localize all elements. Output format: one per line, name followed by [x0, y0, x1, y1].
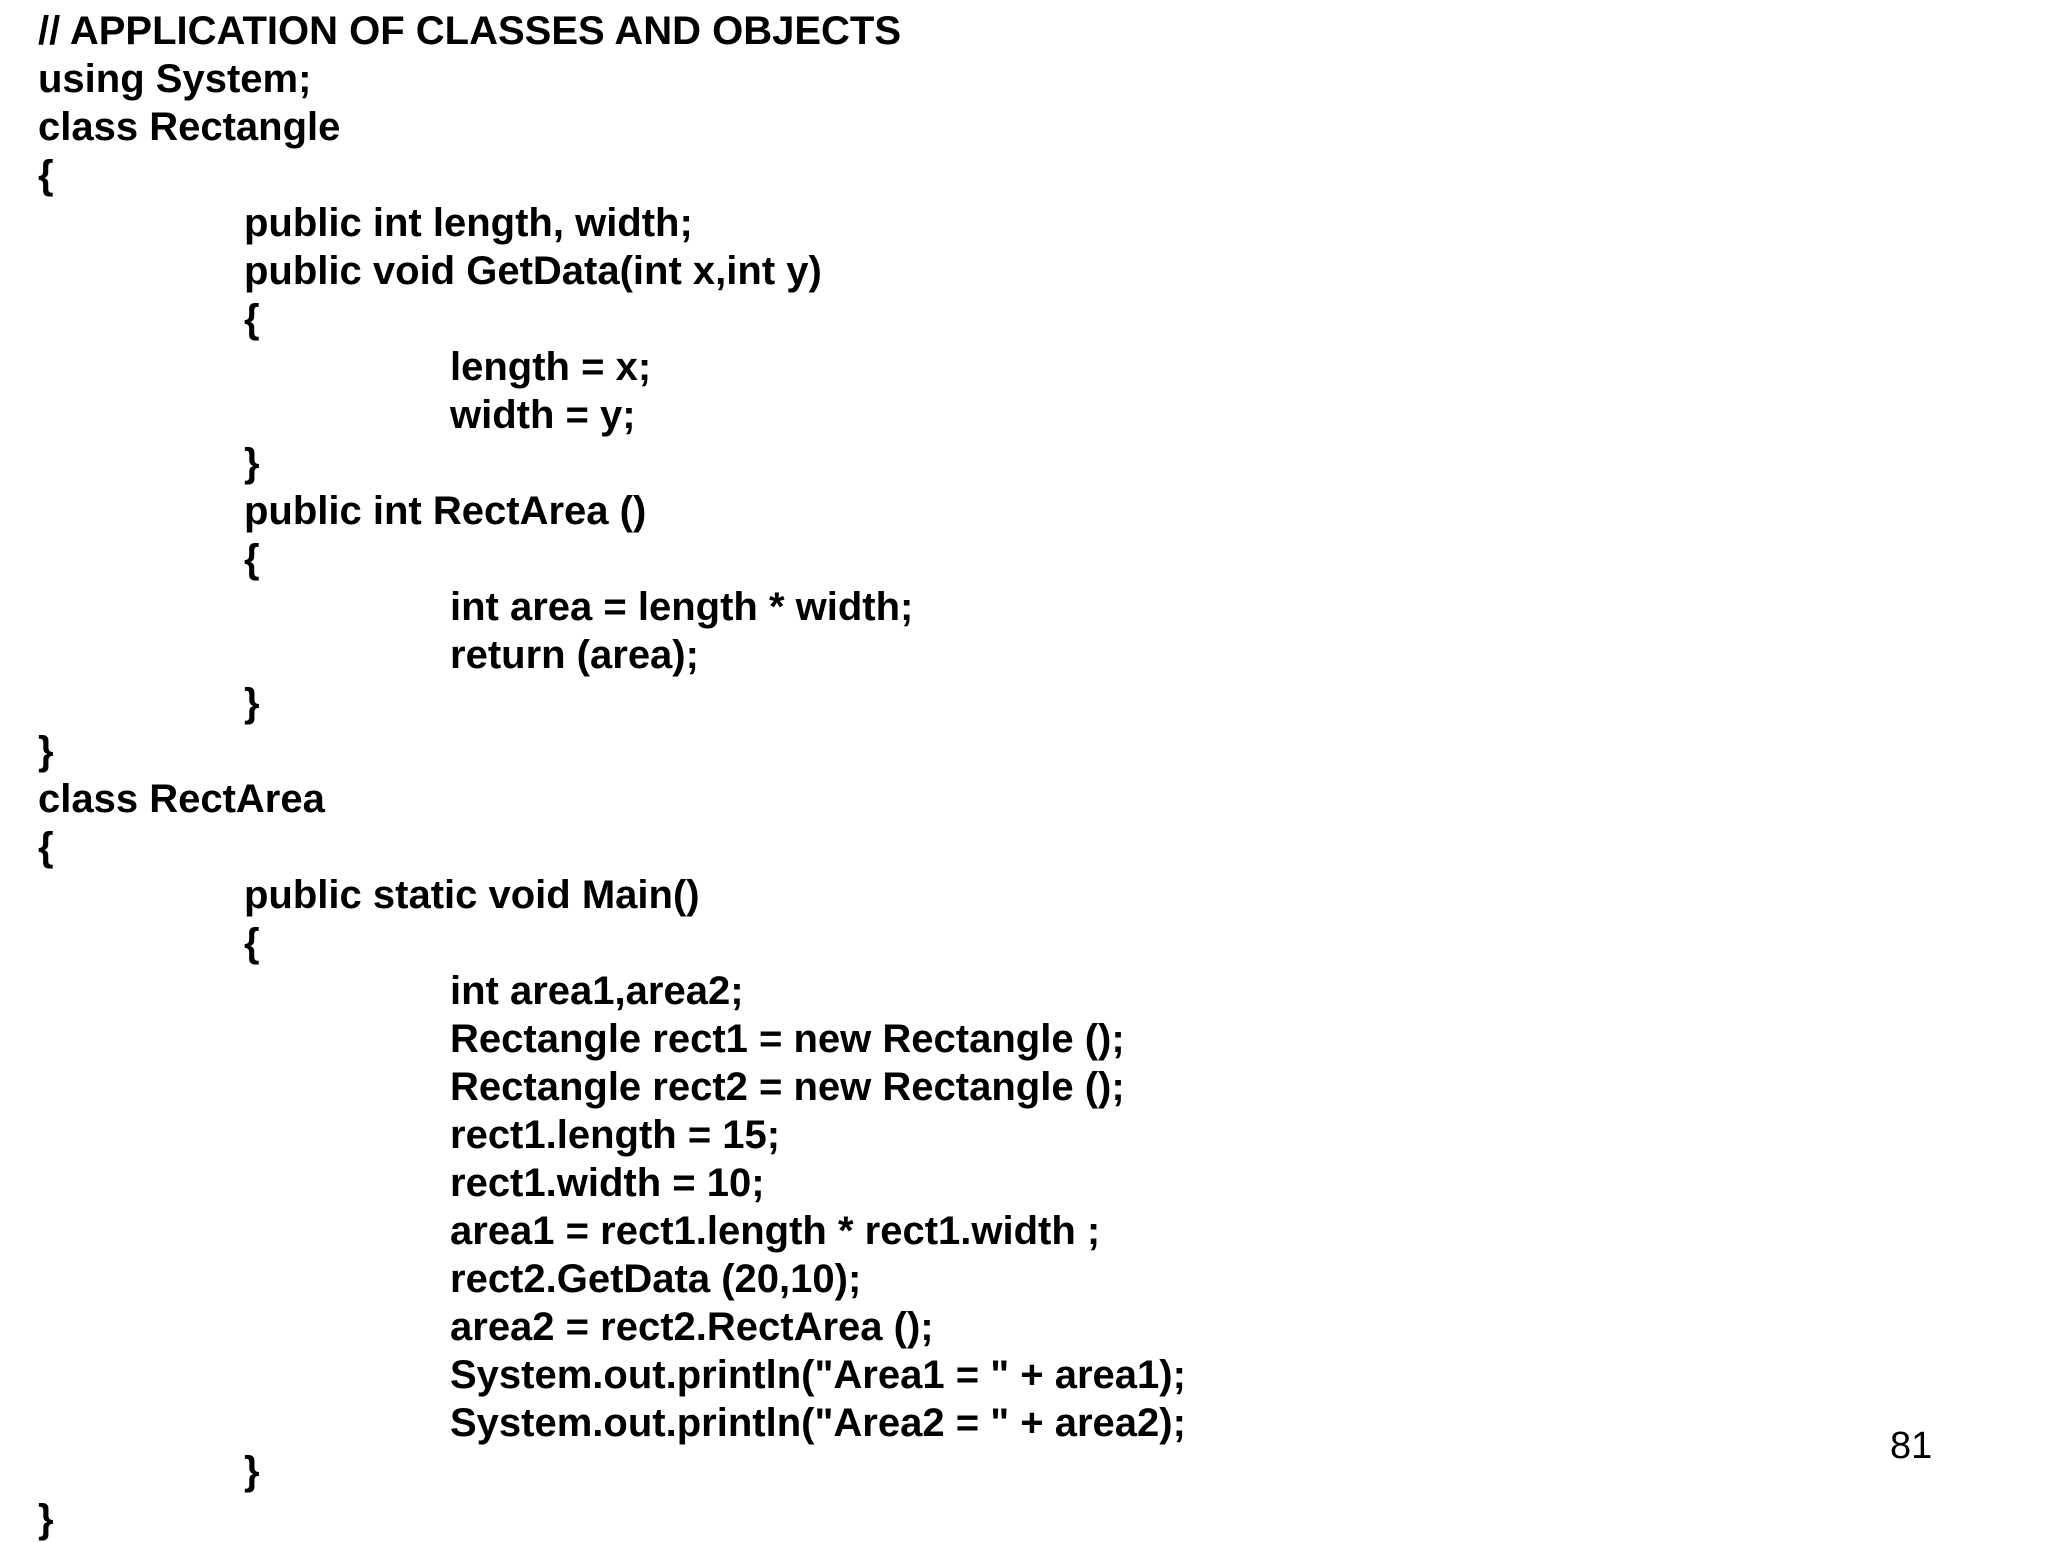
code-line: }: [38, 1497, 54, 1541]
code-line: {: [244, 537, 260, 581]
code-line: {: [38, 153, 54, 197]
code-line: public void GetData(int x,int y): [244, 249, 822, 293]
code-line: }: [244, 441, 260, 485]
code-line: area1 = rect1.length * rect1.width ;: [450, 1209, 1101, 1253]
code-line: Rectangle rect2 = new Rectangle ();: [450, 1065, 1125, 1109]
code-line: class Rectangle: [38, 105, 341, 149]
code-line: {: [244, 921, 260, 965]
code-line: length = x;: [450, 345, 652, 389]
code-line: rect1.length = 15;: [450, 1113, 781, 1157]
page-number: 81: [1890, 1425, 1933, 1467]
code-line: class RectArea: [38, 777, 325, 821]
code-line: using System;: [38, 57, 312, 101]
code-line: }: [38, 729, 54, 773]
code-line: }: [244, 1449, 260, 1493]
code-line: int area = length * width;: [450, 585, 914, 629]
code-line: public int RectArea (): [244, 489, 647, 533]
code-line: }: [244, 681, 260, 725]
code-line: width = y;: [450, 393, 636, 437]
code-line: // APPLICATION OF CLASSES AND OBJECTS: [38, 9, 902, 53]
code-line: rect1.width = 10;: [450, 1161, 765, 1205]
code-line: return (area);: [450, 633, 699, 677]
code-line: Rectangle rect1 = new Rectangle ();: [450, 1017, 1125, 1061]
code-line: area2 = rect2.RectArea ();: [450, 1305, 934, 1349]
code-line: System.out.println("Area2 = " + area2);: [450, 1401, 1186, 1445]
code-line: int area1,area2;: [450, 969, 744, 1013]
code-line: public int length, width;: [244, 201, 693, 245]
code-listing: [38, 7, 1186, 1543]
code-line: rect2.GetData (20,10);: [450, 1257, 862, 1301]
code-line: System.out.println("Area1 = " + area1);: [450, 1353, 1186, 1397]
code-line: {: [244, 297, 260, 341]
code-line: {: [38, 825, 54, 869]
code-line: public static void Main(): [244, 873, 700, 917]
